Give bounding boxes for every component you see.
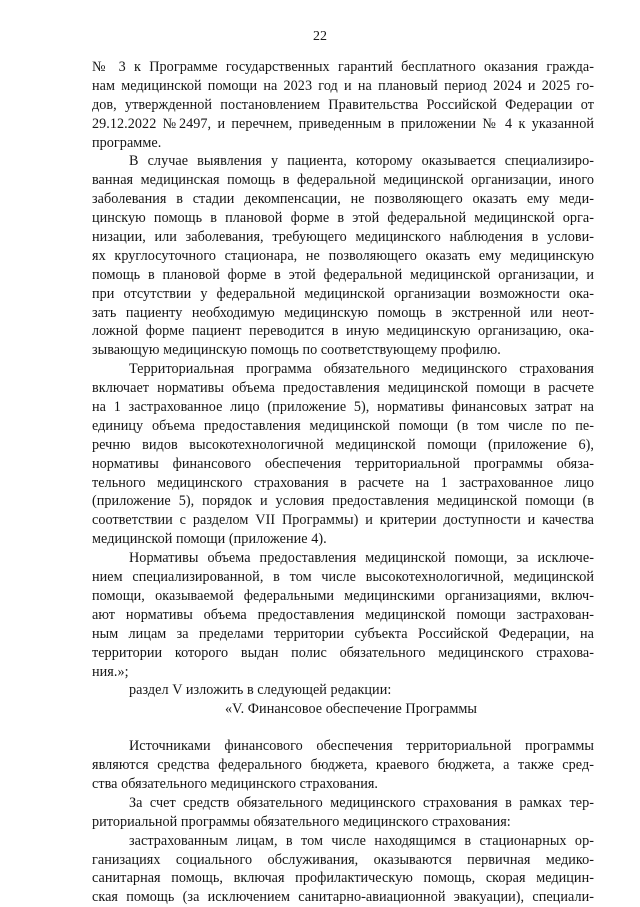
text-line: Территориальная программа обязательного медицинского страхования: [129, 361, 594, 378]
text-line: зать пациенту необходимую медицинскую помощь в экстренной или неот-: [92, 304, 594, 321]
text-line: на 1 застрахованное лицо (приложение 5), нормативы финансовых затрат на: [92, 399, 594, 416]
text-line: (приложение 5), порядок и условия предоставления медицинской помощи (в: [92, 493, 594, 510]
paragraph-gap: [92, 719, 594, 737]
text-line: Нормативы объема предоставления медицинской помощи, за исключе-: [129, 550, 594, 567]
text-line: № 3 к Программе государственных гарантий бесплатного оказания граждa-: [92, 59, 594, 75]
text-line: низации, или заболевания, требующего медицинского наблюдения в услови-: [92, 229, 594, 246]
text-line: речню видов высокотехнологичной медицинской помощи (приложение 6),: [92, 436, 594, 453]
text-line: нам медицинской помощи на 2023 год и на плановый период 2024 и 2025 го-: [92, 77, 594, 94]
text-line: раздел V изложить в следующей редакции:: [129, 682, 392, 699]
text-line: ская помощь (за исключением санитарно-авиационной эвакуации), специали-: [92, 889, 594, 906]
text-line: Источниками финансового обеспечения территориальной программы: [129, 738, 594, 755]
text-line: ложной форме пациент переводится в иную медицинскую организацию, ока-: [92, 323, 594, 340]
text-line: включает нормативы объема предоставления медицинской помощи в расчете: [92, 380, 594, 397]
text-line: заболевания в стадии декомпенсации, не позволяющего оказать ему меди-: [92, 191, 594, 208]
text-line: ях круглосуточного стационара, не позволяющего оказать ему медицинскую: [92, 247, 594, 264]
text-line: За счет средств обязательного медицинского страхования в рамках тер-: [129, 794, 594, 811]
text-line: являются средства федерального бюджета, краевого бюджета, а также сред-: [92, 757, 594, 774]
text-line: ства обязательного медицинского страхования.: [92, 775, 379, 792]
text-line: ванная медицинская помощь в федеральной медицинской организации, иного: [92, 172, 594, 189]
section-heading: «V. Финансовое обеспечение Программы: [225, 701, 477, 718]
text-line: застрахованным лицам, в том числе находящимся в стационарных ор-: [129, 832, 594, 849]
text-line: территории которого выдан полис обязательного медицинского страхова-: [92, 644, 594, 661]
text-line: ния.»;: [92, 663, 129, 680]
text-line: санитарная помощь, включая профилактическую помощь, скорая медицин-: [92, 870, 594, 887]
text-line: В случае выявления у пациента, которому оказывается специализиро-: [129, 153, 594, 170]
text-line: ным лицам за пределами территории субъекта Российской Федерации, на: [92, 625, 594, 642]
text-line: единицу объема предоставления медицинской помощи (в том числе по пе-: [92, 417, 594, 434]
body-text: [92, 58, 594, 907]
text-line: программе.: [92, 134, 162, 151]
text-line: нормативы финансового обеспечения территориальной программы обяза-: [92, 455, 594, 472]
text-line: помощь в плановой форме в этой федеральной медицинской организации, и: [92, 266, 594, 283]
text-line: нием специализированной, в том числе высокотехнологичной, медицинской: [92, 569, 594, 586]
text-line: при отсутствии у федеральной медицинской организации возможности ока-: [92, 285, 594, 302]
text-line: соответствии с разделом VII Программы) и критерии доступности и качества: [92, 512, 594, 529]
text-line: тельного медицинского страхования в расчете на 1 застрахованное лицо: [92, 474, 594, 491]
text-line: 29.12.2022 №2497, и перечнем, приведенным в приложении № 4 к указанной: [92, 115, 594, 132]
text-line: дов, утвержденной постановлением Правительства Российской Федерации от: [92, 96, 594, 113]
text-line: зывающую медицинскую помощь по соответствующему профилю.: [92, 342, 501, 359]
text-line: помощи, оказываемой федеральными медицинскими организациями, включ-: [92, 587, 594, 604]
text-line: медицинской помощи (приложение 4).: [92, 531, 327, 548]
page-number: 22: [313, 29, 327, 44]
text-line: риториальной программы обязательного медицинского страхования:: [92, 813, 511, 830]
text-line: ганизациях социального обслуживания, оказываются первичная медико-: [92, 851, 594, 868]
text-line: цинскую помощь в плановой форме в этой федеральной медицинской орга-: [92, 210, 594, 227]
text-line: ают нормативы объема предоставления медицинской помощи застрахован-: [92, 606, 594, 623]
